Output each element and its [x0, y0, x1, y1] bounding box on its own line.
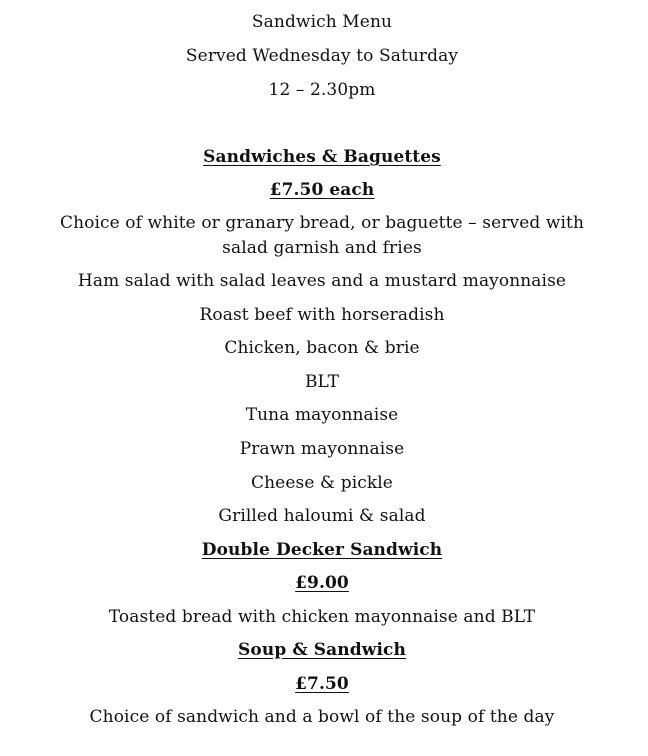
section-heading-double-decker: Double Decker Sandwich: [201, 540, 443, 560]
section-description-line: Toasted bread with chicken mayonnaise and BLT: [108, 607, 536, 627]
section-description-line: Choice of sandwich and a bowl of the soup of the day: [89, 707, 555, 727]
menu-item: Ham salad with salad leaves and a mustard mayonnaise: [77, 271, 567, 291]
menu-item: Prawn mayonnaise: [239, 439, 405, 459]
section-description-line: Choice of white or granary bread, or baguette – served with: [59, 213, 585, 233]
section-price-soup-sandwich: £7.50: [295, 674, 349, 694]
served-days: Served Wednesday to Saturday: [185, 46, 459, 66]
menu-item: Roast beef with horseradish: [199, 305, 445, 325]
section-heading-soup-sandwich: Soup & Sandwich: [238, 640, 406, 660]
served-hours: 12 – 2.30pm: [268, 80, 376, 100]
menu-title: Sandwich Menu: [251, 12, 393, 32]
menu-item: Cheese & pickle: [251, 473, 393, 493]
section-description-line: salad garnish and fries: [222, 238, 422, 258]
menu-item: Grilled haloumi & salad: [218, 506, 426, 526]
section-heading-sandwiches-baguettes: Sandwiches & Baguettes: [203, 147, 441, 167]
menu-item: Tuna mayonnaise: [245, 405, 399, 425]
section-price-sandwiches-baguettes: £7.50 each: [269, 180, 375, 200]
menu-item: BLT: [304, 372, 340, 392]
section-price-double-decker: £9.00: [295, 573, 349, 593]
menu-item: Chicken, bacon & brie: [224, 338, 420, 358]
